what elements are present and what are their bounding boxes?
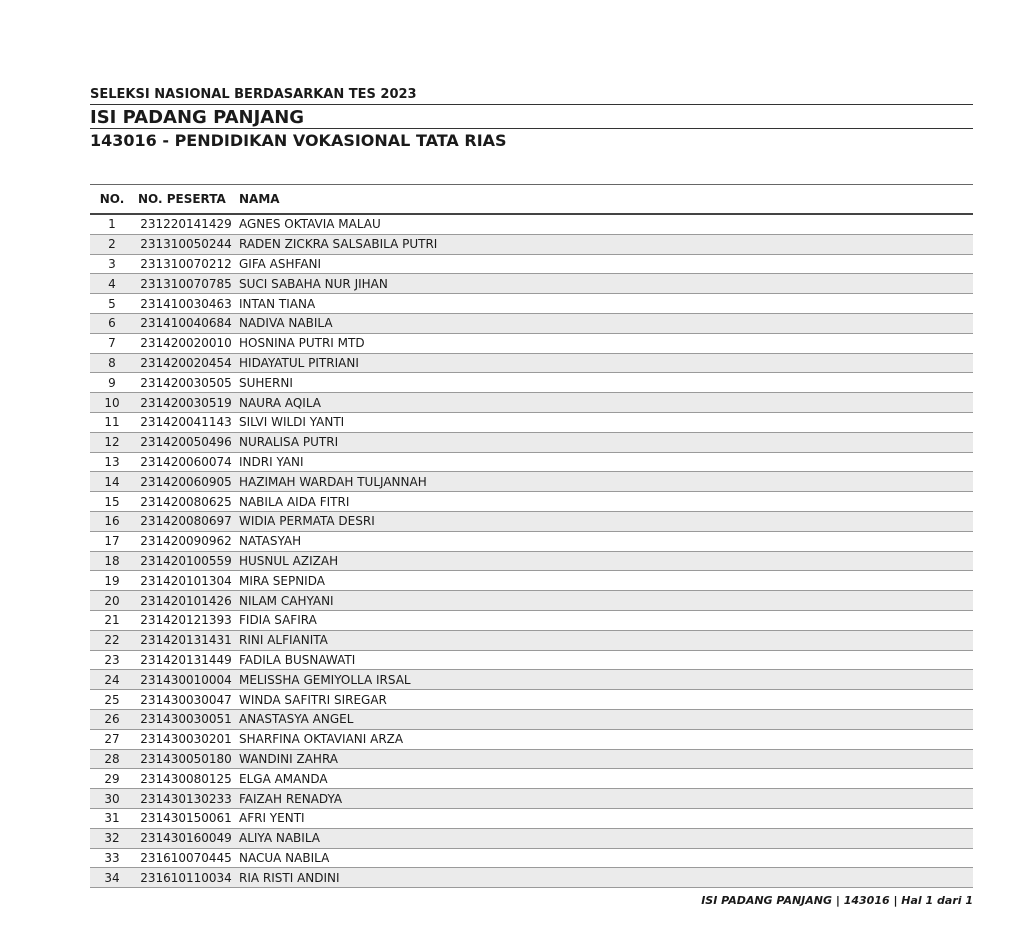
table-row bbox=[90, 373, 973, 393]
row-number: 20 bbox=[104, 593, 120, 608]
participant-name: NABILA AIDA FITRI bbox=[239, 494, 350, 509]
participant-name: WIDIA PERMATA DESRI bbox=[239, 514, 375, 529]
participant-name: SHARFINA OKTAVIANI ARZA bbox=[239, 732, 404, 747]
table-row bbox=[90, 670, 973, 690]
program-title: 143016 - PENDIDIKAN VOKASIONAL TATA RIAS bbox=[90, 131, 507, 150]
participant-number: 231310050244 bbox=[140, 237, 232, 252]
table-row bbox=[90, 809, 973, 829]
table-row bbox=[90, 611, 973, 631]
participants-table bbox=[90, 184, 973, 888]
participant-name: INTAN TIANA bbox=[239, 296, 316, 311]
participant-number: 231610110034 bbox=[140, 870, 232, 885]
column-header-no: NO. bbox=[99, 192, 125, 206]
table-row bbox=[90, 274, 973, 294]
table-row bbox=[90, 472, 973, 492]
selection-subtitle: SELEKSI NASIONAL BERDASARKAN TES 2023 bbox=[90, 86, 973, 105]
row-number: 10 bbox=[104, 395, 120, 410]
table-body bbox=[90, 215, 973, 888]
participant-name: NURALISA PUTRI bbox=[239, 435, 339, 450]
table-header bbox=[90, 184, 973, 215]
row-number: 23 bbox=[104, 652, 120, 667]
participant-name: HUSNUL AZIZAH bbox=[239, 553, 339, 568]
participant-name: FAIZAH RENADYA bbox=[239, 791, 343, 806]
document-header bbox=[90, 86, 973, 153]
row-number: 7 bbox=[108, 336, 116, 351]
participant-number: 231420060905 bbox=[140, 474, 232, 489]
row-number: 25 bbox=[104, 692, 120, 707]
participant-name: FIDIA SAFIRA bbox=[239, 613, 317, 628]
participant-name: WINDA SAFITRI SIREGAR bbox=[239, 692, 387, 707]
table-row bbox=[90, 631, 973, 651]
row-number: 6 bbox=[108, 316, 116, 331]
row-number: 19 bbox=[104, 573, 120, 588]
participant-number: 231420020454 bbox=[140, 355, 232, 370]
participant-name: NACUA NABILA bbox=[239, 850, 330, 865]
participant-number: 231420050496 bbox=[140, 435, 232, 450]
row-number: 26 bbox=[104, 712, 120, 727]
participant-number: 231430130233 bbox=[140, 791, 232, 806]
table-row bbox=[90, 829, 973, 849]
participant-number: 231220141429 bbox=[140, 217, 232, 232]
participant-number: 231430160049 bbox=[140, 831, 232, 846]
table-row bbox=[90, 492, 973, 512]
row-number: 11 bbox=[104, 415, 120, 430]
table-row bbox=[90, 571, 973, 591]
participant-name: HOSNINA PUTRI MTD bbox=[239, 336, 365, 351]
table-row bbox=[90, 334, 973, 354]
participant-name: NADIVA NABILA bbox=[239, 316, 333, 331]
participant-number: 231430030201 bbox=[140, 732, 232, 747]
row-number: 15 bbox=[104, 494, 120, 509]
institution-title: ISI PADANG PANJANG bbox=[90, 105, 973, 129]
participant-name: RADEN ZICKRA SALSABILA PUTRI bbox=[239, 237, 438, 252]
table-row bbox=[90, 651, 973, 671]
row-number: 16 bbox=[104, 514, 120, 529]
participant-number: 231420060074 bbox=[140, 454, 232, 469]
participant-number: 231430080125 bbox=[140, 771, 232, 786]
table-row bbox=[90, 255, 973, 275]
participant-name: HAZIMAH WARDAH TULJANNAH bbox=[239, 474, 427, 489]
participant-number: 231430150061 bbox=[140, 811, 232, 826]
participant-number: 231420131449 bbox=[140, 652, 232, 667]
participant-name: GIFA ASHFANI bbox=[239, 256, 322, 271]
row-number: 8 bbox=[108, 355, 116, 370]
participant-number: 231420030505 bbox=[140, 375, 232, 390]
row-number: 17 bbox=[104, 534, 120, 549]
participant-number: 231420080625 bbox=[140, 494, 232, 509]
row-number: 12 bbox=[104, 435, 120, 450]
participant-number: 231420080697 bbox=[140, 514, 232, 529]
participant-name: ELGA AMANDA bbox=[239, 771, 328, 786]
row-number: 4 bbox=[108, 276, 116, 291]
row-number: 21 bbox=[104, 613, 120, 628]
participant-number: 231420030519 bbox=[140, 395, 232, 410]
row-number: 5 bbox=[108, 296, 116, 311]
table-row bbox=[90, 710, 973, 730]
participant-number: 231430050180 bbox=[140, 751, 232, 766]
participant-name: AFRI YENTI bbox=[239, 811, 305, 826]
participant-number: 231420020010 bbox=[140, 336, 232, 351]
participant-name: HIDAYATUL PITRIANI bbox=[239, 355, 359, 370]
participant-name: FADILA BUSNAWATI bbox=[239, 652, 356, 667]
participant-name: NILAM CAHYANI bbox=[239, 593, 334, 608]
table-row bbox=[90, 750, 973, 770]
table-row bbox=[90, 413, 973, 433]
row-number: 9 bbox=[108, 375, 116, 390]
row-number: 22 bbox=[104, 633, 120, 648]
participant-number: 231430030051 bbox=[140, 712, 232, 727]
participant-name: RINI ALFIANITA bbox=[239, 633, 328, 648]
page-footer: ISI PADANG PANJANG | 143016 | Hal 1 dari 1 bbox=[701, 894, 973, 907]
table-row bbox=[90, 868, 973, 888]
participant-number: 231420041143 bbox=[140, 415, 232, 430]
participant-number: 231420101426 bbox=[140, 593, 232, 608]
participant-number: 231420121393 bbox=[140, 613, 232, 628]
participant-name: ANASTASYA ANGEL bbox=[239, 712, 354, 727]
table-row bbox=[90, 433, 973, 453]
participant-number: 231420100559 bbox=[140, 553, 232, 568]
table-row bbox=[90, 453, 973, 473]
row-number: 18 bbox=[104, 553, 120, 568]
column-header-no-peserta: NO. PESERTA bbox=[138, 192, 226, 206]
row-number: 14 bbox=[104, 474, 120, 489]
table-row bbox=[90, 769, 973, 789]
participant-number: 231430030047 bbox=[140, 692, 232, 707]
table-row bbox=[90, 690, 973, 710]
table-row bbox=[90, 552, 973, 572]
row-number: 27 bbox=[104, 732, 120, 747]
table-row bbox=[90, 235, 973, 255]
participant-name: MIRA SEPNIDA bbox=[239, 573, 325, 588]
participant-name: NAURA AQILA bbox=[239, 395, 321, 410]
row-number: 33 bbox=[104, 850, 120, 865]
table-row bbox=[90, 294, 973, 314]
table-row bbox=[90, 849, 973, 869]
participant-name: SUCI SABAHA NUR JIHAN bbox=[239, 276, 388, 291]
row-number: 2 bbox=[108, 237, 116, 252]
table-row bbox=[90, 730, 973, 750]
row-number: 28 bbox=[104, 751, 120, 766]
participant-name: AGNES OKTAVIA MALAU bbox=[239, 217, 381, 232]
table-row bbox=[90, 591, 973, 611]
participant-number: 231310070212 bbox=[140, 256, 232, 271]
row-number: 34 bbox=[104, 870, 120, 885]
participant-number: 231310070785 bbox=[140, 276, 232, 291]
participant-number: 231420101304 bbox=[140, 573, 232, 588]
participant-number: 231420131431 bbox=[140, 633, 232, 648]
table-row bbox=[90, 393, 973, 413]
row-number: 30 bbox=[104, 791, 120, 806]
participant-name: NATASYAH bbox=[239, 534, 302, 549]
row-number: 32 bbox=[104, 831, 120, 846]
participant-number: 231430010004 bbox=[140, 672, 232, 687]
participant-number: 231410040684 bbox=[140, 316, 232, 331]
row-number: 3 bbox=[108, 256, 116, 271]
participant-name: INDRI YANI bbox=[239, 454, 304, 469]
participant-name: MELISSHA GEMIYOLLA IRSAL bbox=[239, 672, 411, 687]
participant-number: 231410030463 bbox=[140, 296, 232, 311]
table-row bbox=[90, 532, 973, 552]
participant-name: SILVI WILDI YANTI bbox=[239, 415, 345, 430]
table-row bbox=[90, 215, 973, 235]
participant-name: WANDINI ZAHRA bbox=[239, 751, 339, 766]
participant-number: 231420090962 bbox=[140, 534, 232, 549]
participant-name: ALIYA NABILA bbox=[239, 831, 320, 846]
row-number: 1 bbox=[108, 217, 116, 232]
participant-number: 231610070445 bbox=[140, 850, 232, 865]
row-number: 24 bbox=[104, 672, 120, 687]
row-number: 13 bbox=[104, 454, 120, 469]
table-row bbox=[90, 354, 973, 374]
row-number: 29 bbox=[104, 771, 120, 786]
participant-name: RIA RISTI ANDINI bbox=[239, 870, 340, 885]
table-row bbox=[90, 789, 973, 809]
column-header-nama: NAMA bbox=[239, 192, 280, 206]
row-number: 31 bbox=[104, 811, 120, 826]
table-row bbox=[90, 512, 973, 532]
participant-name: SUHERNI bbox=[239, 375, 293, 390]
table-row bbox=[90, 314, 973, 334]
